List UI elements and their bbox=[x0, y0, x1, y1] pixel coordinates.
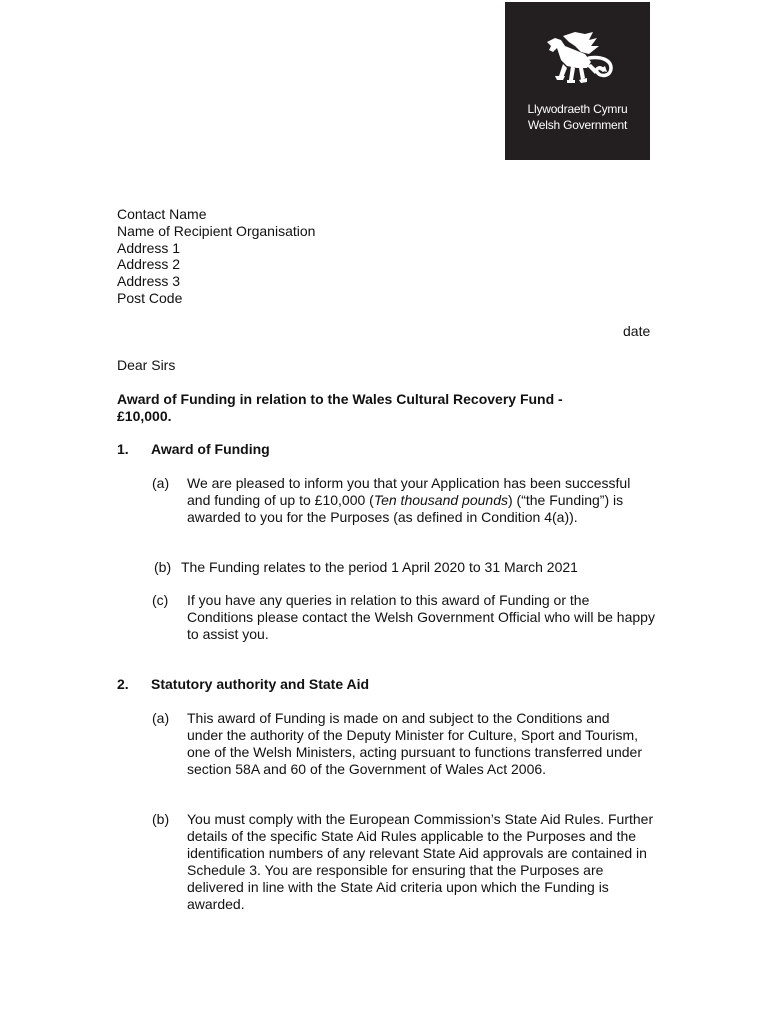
clause-label: (b) bbox=[154, 559, 172, 575]
clause-label: (c) bbox=[152, 592, 169, 608]
salutation: Dear Sirs bbox=[117, 357, 176, 373]
clause-label: (b) bbox=[152, 811, 170, 827]
section-title: Award of Funding bbox=[151, 441, 270, 457]
clause-text: You must comply with the European Commission’s State Aid Rules. Further details of the specific State Aid Rules applicable to the Purposes and the identification numbers of any relevant State Aid approvals are contained in Schedule 3. You are responsible for ensuring that the Purposes are delivered in line with the State Aid criteria upon which the Funding is awarded. bbox=[187, 811, 654, 912]
clause-label: (a) bbox=[152, 475, 170, 491]
post-code: Post Code bbox=[117, 289, 183, 306]
recipient-address bbox=[117, 206, 315, 307]
address-line-1: Address 1 bbox=[117, 239, 181, 256]
logo-text-english: Welsh Government bbox=[527, 118, 628, 132]
address-line-2: Address 2 bbox=[117, 256, 181, 273]
letter-subject bbox=[117, 391, 637, 425]
clause-text: If you have any queries in relation to this award of Funding or the Conditions please contact the Welsh Government Official who will be happy to assist you. bbox=[187, 592, 655, 642]
subject-line-2: £10,000. bbox=[117, 408, 172, 424]
dragon-icon bbox=[541, 32, 615, 96]
section-number: 2. bbox=[117, 676, 129, 692]
welsh-government-logo bbox=[505, 2, 650, 160]
letter-date: date bbox=[623, 323, 651, 339]
section-title: Statutory authority and State Aid bbox=[151, 676, 370, 692]
amount-in-words: Ten thousand pounds bbox=[373, 492, 508, 508]
clause-text: The Funding relates to the period 1 April 2020 to 31 March 2021 bbox=[181, 559, 578, 575]
subject-line-1: Award of Funding in relation to the Wales Cultural Recovery Fund - bbox=[117, 391, 563, 407]
clause-label: (a) bbox=[152, 710, 170, 726]
recipient-organisation: Name of Recipient Organisation bbox=[117, 222, 316, 239]
section-number: 1. bbox=[117, 441, 129, 457]
clause-text: This award of Funding is made on and subject to the Conditions and under the authority of the Deputy Minister for Culture, Sport and Tourism, one of the Welsh Ministers, acting pursuant to functions transferred under section 58A and 60 of the Government of Wales Act 2006. bbox=[187, 710, 642, 777]
logo-text-welsh: Llywodraeth Cymru bbox=[527, 102, 628, 116]
clause-text: We are pleased to inform you that your Application has been successful and funding of up to £10,000 (Ten thousand pounds) (“the Funding”) is awarded to you for the Purposes (as defined in Condition 4(a)). bbox=[187, 475, 631, 525]
contact-name: Contact Name bbox=[117, 206, 207, 222]
address-line-3: Address 3 bbox=[117, 273, 181, 290]
